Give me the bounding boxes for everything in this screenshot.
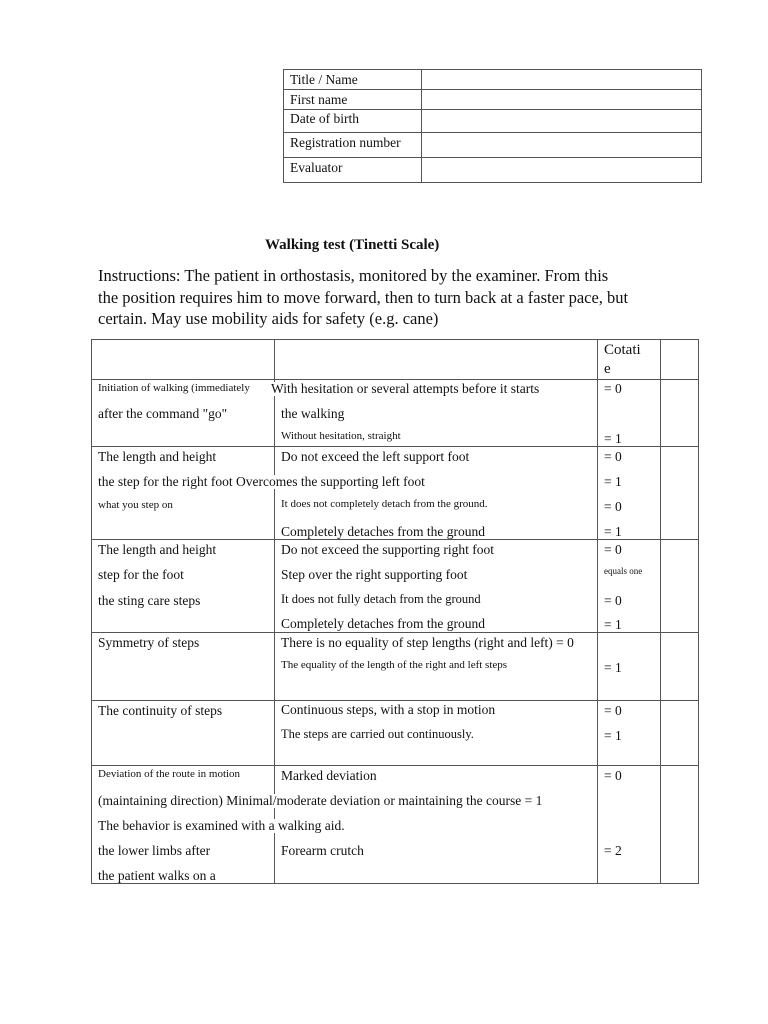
initiation-criterion-1: With hesitation or several attempts before it starts bbox=[271, 381, 540, 396]
left-step-criterion-1: Do not exceed the supporting right foot bbox=[281, 542, 494, 557]
continuity-criterion-1: Continuous steps, with a stop in motion bbox=[281, 702, 496, 717]
right-step-score-4: = 1 bbox=[604, 524, 622, 539]
left-step-score-3: = 0 bbox=[604, 593, 622, 608]
deviation-label-5: the patient walks on a bbox=[98, 868, 216, 883]
initiation-label-2: after the command "go" bbox=[98, 406, 228, 421]
deviation-score-4: = 2 bbox=[604, 843, 622, 858]
right-step-criterion-3: It does not completely detach from the ground. bbox=[281, 498, 488, 510]
initiation-criterion-1-cont: the walking bbox=[281, 406, 345, 421]
instructions-line-1: Instructions: The patient in orthostasis, monitored by the examiner. From this bbox=[98, 266, 609, 285]
right-step-label-3: what you step on bbox=[98, 499, 173, 511]
right-step-criterion-1: Do not exceed the left support foot bbox=[281, 449, 470, 464]
symmetry-label: Symmetry of steps bbox=[98, 635, 200, 650]
deviation-score-1: = 0 bbox=[604, 768, 622, 783]
symmetry-score-2: = 1 bbox=[604, 660, 622, 675]
left-step-score-4: = 1 bbox=[604, 617, 622, 632]
deviation-label-1: Deviation of the route in motion bbox=[98, 768, 241, 780]
deviation-label-3: The behavior is examined with a walking aid. bbox=[98, 818, 345, 833]
left-step-score-1: = 0 bbox=[604, 542, 622, 557]
right-step-score-1: = 0 bbox=[604, 449, 622, 464]
field-label-evaluator: Evaluator bbox=[290, 160, 343, 175]
instructions-line-2: the position requires him to move forward, then to turn back at a faster pace, but bbox=[98, 288, 629, 307]
left-step-label-3: the sting care steps bbox=[98, 593, 201, 608]
initiation-score-1: = 0 bbox=[604, 381, 622, 396]
right-step-score-2: = 1 bbox=[604, 474, 622, 489]
left-step-criterion-4: Completely detaches from the ground bbox=[281, 616, 485, 631]
symmetry-criterion-2: The equality of the length of the right and left steps bbox=[281, 659, 508, 671]
left-step-criterion-3: It does not fully detach from the ground bbox=[281, 592, 481, 606]
page-title: Walking test (Tinetti Scale) bbox=[265, 237, 440, 253]
left-step-criterion-2: Step over the right supporting foot bbox=[281, 567, 468, 582]
right-step-score-3: = 0 bbox=[604, 499, 622, 514]
right-step-label-2: the step for the right foot Overcomes the supporting left foot bbox=[98, 474, 425, 489]
left-step-score-2: equals one bbox=[604, 566, 643, 576]
deviation-label-2: (maintaining direction) Minimal/moderate deviation or maintaining the course = 1 bbox=[98, 793, 543, 808]
score-column-header: Cotati bbox=[604, 342, 641, 358]
deviation-label-4: the lower limbs after bbox=[98, 843, 211, 858]
right-step-label-1: The length and height bbox=[98, 449, 217, 464]
deviation-criterion-1: Marked deviation bbox=[281, 768, 377, 783]
score-column-header-cont: e bbox=[604, 361, 611, 377]
left-step-label-2: step for the foot bbox=[98, 567, 184, 582]
instructions-line-3: certain. May use mobility aids for safety (e.g. cane) bbox=[98, 309, 439, 328]
continuity-score-2: = 1 bbox=[604, 728, 622, 743]
deviation-criterion-4: Forearm crutch bbox=[281, 843, 364, 858]
initiation-score-2: = 1 bbox=[604, 431, 622, 446]
continuity-score-1: = 0 bbox=[604, 703, 622, 718]
field-label-date-of-birth: Date of birth bbox=[290, 111, 359, 126]
left-step-label-1: The length and height bbox=[98, 542, 217, 557]
right-step-criterion-4: Completely detaches from the ground bbox=[281, 524, 485, 539]
field-label-title-name: Title / Name bbox=[290, 72, 358, 87]
continuity-label: The continuity of steps bbox=[98, 703, 223, 718]
initiation-criterion-2: Without hesitation, straight bbox=[281, 430, 401, 442]
initiation-label-1: Initiation of walking (immediately bbox=[98, 382, 250, 394]
field-label-registration-number: Registration number bbox=[290, 135, 401, 150]
field-label-first-name: First name bbox=[290, 92, 348, 107]
continuity-criterion-2: The steps are carried out continuously. bbox=[281, 727, 474, 741]
symmetry-criterion-1: There is no equality of step lengths (right and left) = 0 bbox=[281, 635, 574, 650]
